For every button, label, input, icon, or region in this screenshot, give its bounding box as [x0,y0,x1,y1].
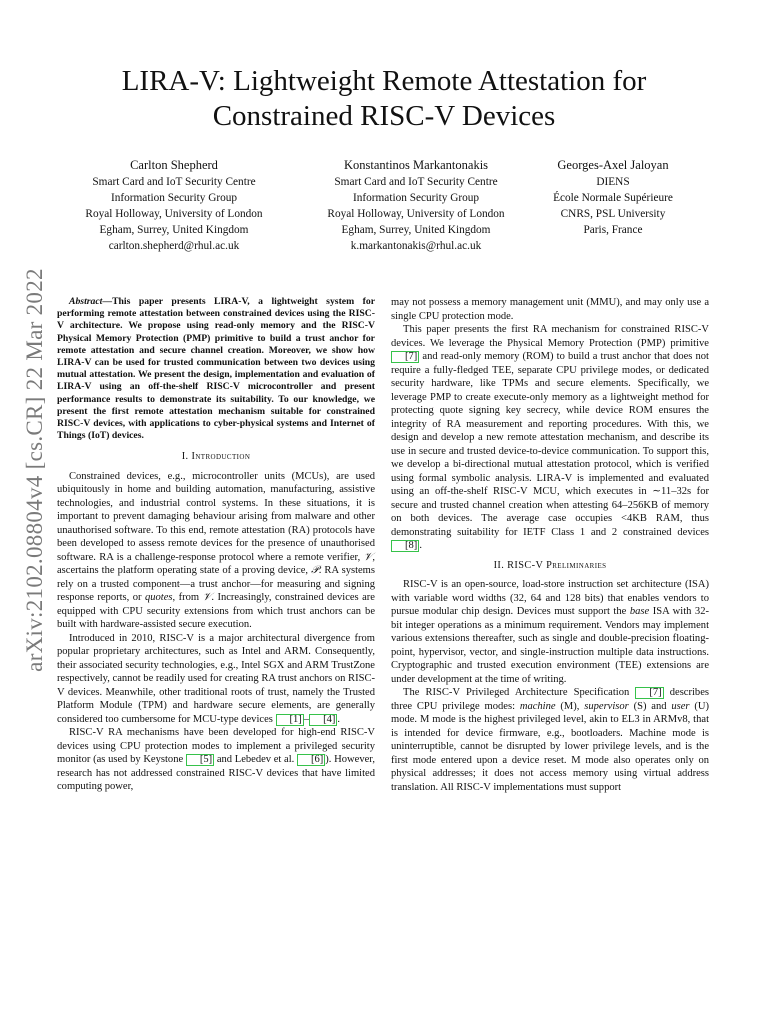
author-affiliation: École Normale Supérieure [553,192,673,204]
intro-paragraph-1: Constrained devices, e.g., microcontroller units (MCUs), are used ubiquitously in home and building automation, manufacturing, assistive technologies, and industrial control systems. In these situations, it is important to prevent damaging behaviour arising from malware and other unauthorised software. To this end, remote attestation (RA) protocols have been developed to assess remote devices for the presence of unauthorised software. RA is a challenge-response protocol where a remote verifier, 𝒱, ascertains the platform operating state of a proving device, 𝒫. RA systems rely on a trusted component—a trust anchor—for measuring and signing response reports, or quotes, from 𝒱. Increasingly, constrained devices are equipped with CPU security extensions from which trust anchors can be built with hardware-assisted secure execution. [57,470,375,631]
user-term: user [671,700,690,712]
title-line-1: LIRA-V: Lightweight Remote Attestation for [121,65,647,97]
citation-link[interactable]: [8] [391,540,419,552]
abstract-text: —This paper presents LIRA-V, a lightweight system for performing remote attestation between constrained devices using the RISC-V architecture. We propose using read-only memory and the RISC-V Physical Memory Protection (PMP) primitive to build a trust anchor for remote attestation and secure channel creation. Moreover, we show how LIRA-V can be used for trusted communication between two devices using mutual attestation. We present the design, implementation and evaluation of LIRA-V using an off-the-shelf RISC-V microcontroller and present performance results to demonstrate its suitability. To our knowledge, we present the first remote attestation mechanism suitable for constrained RISC-V devices, with applications to cyber-physical systems and Internet of Things (IoT) devices. [57,296,375,442]
author-3 [528,156,698,238]
citation-link[interactable]: [7] [391,351,419,363]
prover-symbol: 𝒫 [311,565,319,577]
author-affiliation: Information Security Group [110,192,238,204]
intro-paragraph-3-continued: may not possess a memory management unit (MMU), and may only use a single CPU protection mode. [391,297,709,322]
author-1 [74,156,274,254]
prelim-paragraph-1: RISC-V is an open-source, load-store instruction set architecture (ISA) with variable word widths (32, 64 and 128 bits) that enables vendors to pursue modular chip design. Devices must support the base ISA with 32-bit integer operations as a minimum requirement. Vendors may implement various extensions thereafter, such as single and double-precision floating-point, hypervisor, vector, and single-instruction multiple data instructions. Cryptographic and trusted execution environment (TEE) extensions are under development at the time of writing. [391,579,709,685]
section-heading-preliminaries: II. RISC-V Preliminaries [493,559,607,571]
author-affiliation: Egham, Surrey, United Kingdom [99,224,249,236]
author-affiliation: Paris, France [583,224,643,236]
author-email: k.markantonakis@rhul.ac.uk [350,240,482,252]
author-affiliation: Smart Card and IoT Security Centre [334,176,498,188]
base-term: base [629,606,650,617]
author-name: Konstantinos Markantonakis [343,158,489,172]
left-column [57,296,375,794]
author-affiliation: CNRS, PSL University [560,208,666,220]
citation-link[interactable]: [4] [309,714,337,726]
intro-paragraph-3: RISC-V RA mechanisms have been developed for high-end RISC-V devices using CPU protection modes to implement a privileged security monitor (as used by Keystone [5] and Lebedev et al. [6] ). However, research has not addressed constrained RISC-V devices that have limited computing power, [57,727,376,793]
citation-link[interactable]: [7] [635,687,663,699]
arxiv-stamp [10,220,60,720]
author-name: Georges-Axel Jaloyan [557,158,669,172]
citation-link[interactable]: [1] [276,714,304,726]
author-affiliation: Royal Holloway, University of London [85,208,263,220]
intro-paragraph-2: Introduced in 2010, RISC-V is a major architectural divergence from popular proprietary architectures, such as Intel and ARM. Consequently, their associated security technologies, e.g., Intel SGX and ARM TrustZone respectively, cannot be readily used for creating RA trust anchors on RISC-V devices. Meanwhile, other traditional roots of trust, namely the Trusted Platform Module (TPM) and hardware secure elements, are generally considered too cumbersome for MCU-type devices [1] – [4] . [57,632,375,725]
verifier-symbol: 𝒱 [363,551,373,563]
author-name: Carlton Shepherd [130,158,218,172]
author-2 [316,156,516,254]
right-column [391,296,709,794]
quotes-term: quotes [144,592,173,604]
supervisor-term: supervisor [584,700,629,712]
machine-term: machine [519,700,556,712]
author-affiliation: Information Security Group [352,192,480,204]
author-affiliation: Egham, Surrey, United Kingdom [341,224,491,236]
intro-paragraph-4: This paper presents the first RA mechanism for constrained RISC-V devices. We leverage the Physical Memory Protection (PMP) primitive [7] and read-only memory (ROM) to build a trust anchor that does not require a fully-fledged TEE, separate CPU privilege modes, or dedicated security hardware, like TPMs and secure elements. Specifically, we leverage PMP to create execute-only memory as a lightweight method for protecting quote signing key secrecy, while device ROM ensures the integrity of RA measurement and reporting procedures. With this, we design and develop a new remote attestation mechanism, and describe its use in secure and trusted device-to-device communication. To support this, we develop a bi-directional mutual attestation protocol, which is verified using formal symbolic analysis. LIRA-V is implemented and evaluated using an off-the-shelf RISC-V MCU, which executes in ∼11–32s for secure and trusted channel creation when attesting 64–256KB of memory on both devices. The average case occupies <4KB RAM, thus demonstrating suitability for IETF Class 1 and 2 constrained devices [8] . [391,324,709,551]
section-heading-introduction: I. Introduction [181,451,251,463]
author-affiliation: Smart Card and IoT Security Centre [92,176,256,188]
author-affiliation: Royal Holloway, University of London [327,208,505,220]
citation-link[interactable]: [5] [186,754,214,766]
arxiv-id: arXiv:2102.08804v4 [cs.CR] 22 Mar 2022 [22,268,48,672]
author-email: carlton.shepherd@rhul.ac.uk [108,240,240,252]
verifier-symbol: 𝒱 [202,592,212,604]
prelim-paragraph-2: The RISC-V Privileged Architecture Specification [7] describes three CPU privilege modes: machine (M), supervisor (S) and user (U) mode. M mode is the highest privileged level, akin to EL3 in ARMv8, that is intended for device firmware, e.g., bootloaders. Machine mode is uninterruptible, cannot be disrupted by lower privilege levels, and is the first mode entered upon a device reset. M mode also operates only on physical addresses; it does not access memory using virtual address translation. All RISC-V implementations must support [391,687,709,793]
abstract [57,296,375,442]
citation-link[interactable]: [6] [297,754,325,766]
abstract-label: Abstract [69,296,103,307]
paper-title [60,64,708,134]
author-affiliation: DIENS [596,176,630,188]
title-line-2: Constrained RISC-V Devices [212,100,556,132]
